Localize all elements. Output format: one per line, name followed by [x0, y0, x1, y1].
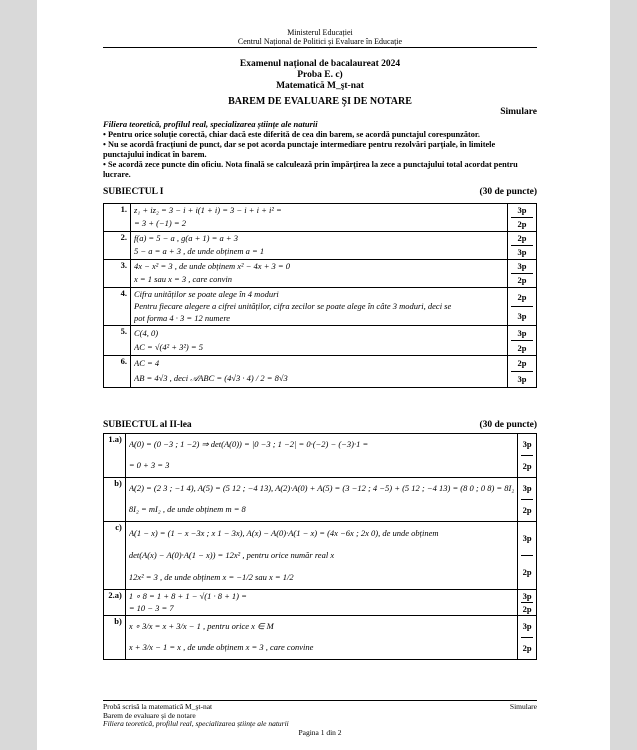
subiect-1-heading — [103, 187, 537, 197]
solution-line: C(4, 0) — [134, 328, 159, 338]
solution-line: 1 ∘ 8 = 1 + 8 + 1 − √(1 · 8 + 1) = — [128, 591, 247, 601]
item-solution — [131, 204, 508, 232]
solution-line: = 10 − 3 = 7 — [128, 603, 174, 613]
solution-line: Cifra unităților se poate alege în 4 moduri — [134, 289, 279, 299]
header-divider — [103, 47, 537, 48]
points-value: 2p — [517, 292, 527, 302]
barem-row — [104, 356, 537, 388]
barem-row — [104, 204, 537, 232]
item-solution — [125, 478, 518, 522]
item-points — [518, 590, 537, 616]
item-solution — [125, 522, 518, 590]
solution-line: z₁ + iz₂ = 3 − i + i(1 + i) = 3 − i + i + i² = — [134, 205, 282, 215]
page-number: Pagina 1 din 2 — [298, 727, 342, 737]
points-value: 2p — [511, 340, 533, 355]
item-points — [518, 434, 537, 478]
item-points — [508, 356, 537, 388]
solution-line: x = 1 sau x = 3 , care convin — [134, 274, 233, 284]
subiect-1-title: SUBIECTUL I — [103, 187, 164, 197]
item-number: 2. — [104, 232, 131, 260]
points-value: 3p — [511, 371, 533, 387]
item-solution — [131, 326, 508, 356]
barem-row — [104, 232, 537, 260]
item-points — [518, 522, 537, 590]
solution-line: = 0 + 3 = 3 — [128, 460, 170, 470]
item-solution — [131, 260, 508, 288]
points-value: 2p — [522, 604, 532, 614]
points-value: 2p — [517, 233, 527, 243]
points-value: 2p — [517, 358, 527, 368]
points-value: 2p — [521, 499, 533, 521]
item-points — [518, 478, 537, 522]
item-points — [508, 204, 537, 232]
exam-proba: Proba E. c) — [297, 70, 343, 80]
barem-row — [104, 326, 537, 356]
barem-row — [104, 478, 537, 522]
page — [37, 0, 610, 750]
footer-divider — [103, 700, 537, 701]
solution-line: Pentru fiecare alegere a cifrei unităților, cifra zecilor se poate alege în câte 3 moduri, deci se — [134, 301, 452, 311]
solution-line: A(2) = (2 3 ; −1 4), A(5) = (5 12 ; −4 13), A(2)·A(0) + A(5) = (3 −12 ; 4 −5) + (5 12 ; −4 13) = (8 0 ; 0 8) = 8I₂ — [128, 483, 515, 493]
solution-line: AC = √(4² + 3²) = 5 — [134, 342, 203, 352]
solution-line: det(A(x) − A(0)·A(1 − x)) = 12x² , pentru orice număr real x — [128, 550, 335, 560]
points-value: 3p — [517, 328, 527, 338]
solution-line: AB = 4√3 , deci 𝒜ABC = (4√3 · 4) / 2 = 8√3 — [134, 373, 288, 383]
item-points — [508, 260, 537, 288]
points-value: 3p — [522, 621, 532, 631]
barem-row — [104, 434, 537, 478]
center-header: Centrul Național de Politici și Evaluare în Educație — [237, 37, 403, 46]
item-solution — [131, 356, 508, 388]
solution-line: 4x − x² = 3 , de unde obținem x² − 4x + 3 = 0 — [134, 261, 291, 271]
subiect-2-heading — [103, 420, 537, 430]
subiect-2-table — [103, 433, 537, 660]
solution-line: A(1 − x) = (1 − x −3x ; x 1 − 3x), A(x) − A(0)·A(1 − x) = (4x −6x ; 2x 0), de unde obținem — [128, 528, 439, 538]
ministry-header: Ministerul Educației — [287, 28, 353, 37]
footer-simulare: Simulare — [509, 702, 537, 711]
item-number: 3. — [104, 260, 131, 288]
barem-row — [104, 288, 537, 326]
solution-line: 8I₂ = mI₂ , de unde obținem m = 8 — [128, 504, 246, 514]
points-value: 2p — [511, 217, 533, 231]
item-points — [508, 288, 537, 326]
subiect-1-table — [103, 203, 537, 388]
barem-row — [104, 260, 537, 288]
item-number: 5. — [104, 326, 131, 356]
footer-line-2: Barem de evaluare și de notare — [103, 710, 196, 720]
item-solution — [125, 616, 518, 660]
simulare-label: Simulare — [500, 107, 537, 117]
points-value: 2p — [521, 555, 533, 589]
exam-subject: Matematică M_şt-nat — [276, 81, 364, 91]
item-number: 1.a) — [104, 434, 126, 478]
subiect-1-points: (30 de puncte) — [479, 187, 537, 197]
exam-title: Examenul național de bacalaureat 2024 — [239, 59, 401, 69]
points-value: 2p — [521, 637, 533, 659]
footer — [103, 703, 537, 737]
points-value: 3p — [517, 205, 527, 215]
points-value: 2p — [521, 455, 533, 477]
solution-line: AC = 4 — [134, 358, 160, 368]
points-value: 3p — [522, 439, 532, 449]
item-points — [508, 326, 537, 356]
barem-title: BAREM DE EVALUARE ŞI DE NOTARE — [228, 96, 412, 107]
points-value: 3p — [511, 306, 533, 325]
points-value: 3p — [522, 533, 532, 543]
solution-line: 5 − a = a + 3 , de unde obținem a = 1 — [134, 246, 265, 256]
footer-line-3: Filiera teoretică, profilul real, specializarea științe ale naturii — [103, 719, 289, 728]
points-value: 3p — [522, 591, 532, 601]
solution-line: 12x² = 3 , de unde obținem x = −1/2 sau x = 1/2 — [128, 572, 294, 582]
subiect-2-title: SUBIECTUL al II-lea — [103, 420, 192, 430]
item-number: 2.a) — [104, 590, 126, 616]
barem-row — [104, 590, 537, 616]
rule-3: • Se acordă zece puncte din oficiu. Nota finală se calculează prin împărțirea la zece a punctajului total acordat pentru lucrare. — [103, 160, 518, 179]
item-solution — [131, 232, 508, 260]
grading-rules — [103, 130, 537, 180]
item-number: c) — [104, 522, 126, 590]
barem-row — [104, 522, 537, 590]
rule-1: • Pentru orice soluție corectă, chiar dacă este diferită de cea din barem, se acordă punctajul corespunzător. — [103, 130, 480, 139]
solution-line: A(0) = (0 −3 ; 1 −2) ⇒ det(A(0)) = |0 −3 ; 1 −2| = 0·(−2) − (−3)·1 = — [128, 439, 369, 449]
points-value: 3p — [522, 483, 532, 493]
subiect-2-points: (30 de puncte) — [479, 420, 537, 430]
solution-line: = 3 + (−1) = 2 — [134, 218, 186, 228]
item-number: 6. — [104, 356, 131, 388]
item-points — [518, 616, 537, 660]
item-points — [508, 232, 537, 260]
footer-line-1: Probă scrisă la matematică M_şt-nat — [103, 702, 213, 711]
item-number: 4. — [104, 288, 131, 326]
solution-line: pot forma 4 · 3 = 12 numere — [134, 313, 231, 323]
item-number: b) — [104, 616, 126, 660]
item-number: 1. — [104, 204, 131, 232]
points-value: 3p — [517, 261, 527, 271]
points-value: 2p — [511, 273, 533, 287]
rule-2: • Nu se acordă fracțiuni de punct, dar se pot acorda punctaje intermediare pentru rezolvări parțiale, în limitele punctajului indicat în barem. — [103, 140, 496, 159]
item-number: b) — [104, 478, 126, 522]
item-solution — [125, 434, 518, 478]
solution-line: x ∘ 3/x = x + 3/x − 1 , pentru orice x ∈ M — [128, 621, 274, 631]
filiera-text: Filiera teoretică, profilul real, specializarea științe ale naturii — [103, 119, 318, 129]
solution-line: f(a) = 5 − a , g(a + 1) = a + 3 — [134, 233, 238, 243]
item-solution — [125, 590, 518, 616]
barem-row — [104, 616, 537, 660]
item-solution — [131, 288, 508, 326]
points-value: 3p — [511, 245, 533, 259]
solution-line: x + 3/x − 1 = x , de unde obținem x = 3 , care convine — [128, 642, 314, 652]
